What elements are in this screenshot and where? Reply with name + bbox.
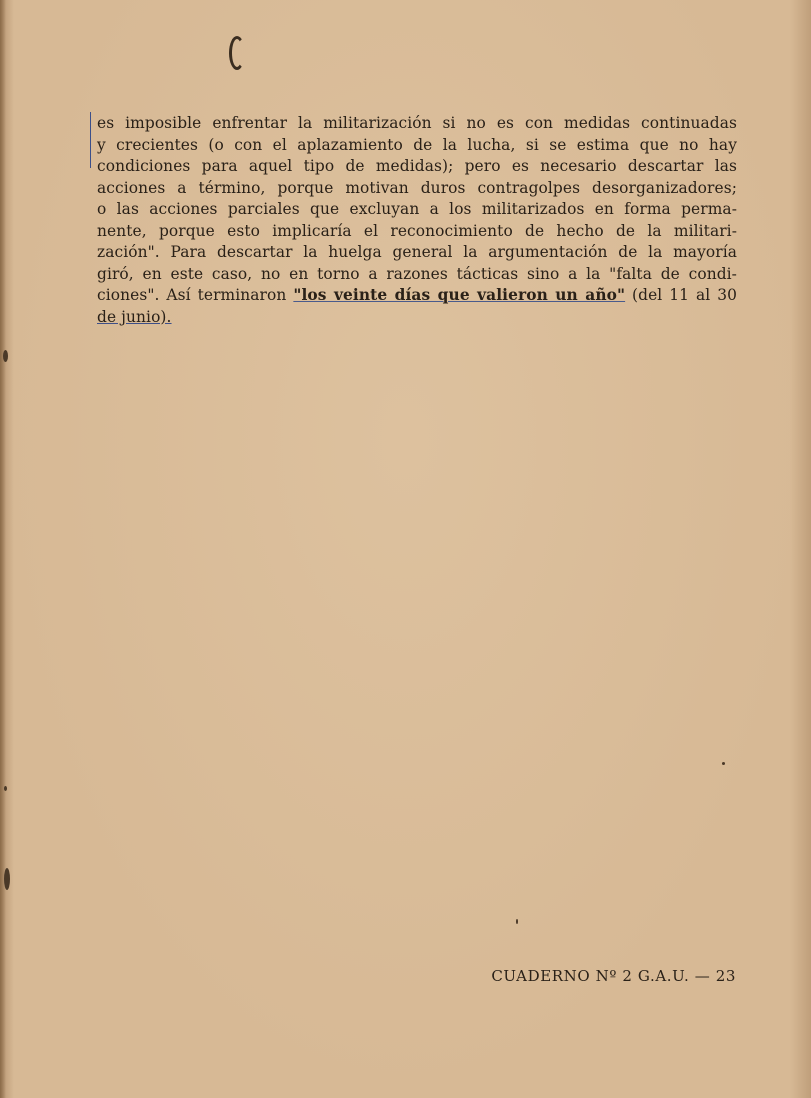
paragraph-line: es imposible enfrentar la militarización si no es con medidas continuadas — [97, 114, 737, 132]
line-text: ciones". Así terminaron — [97, 286, 294, 304]
quoted-phrase: "los veinte días que valieron un año" — [293, 286, 626, 304]
paragraph-line: condiciones para aquel tipo de medidas); pero es necesario descartar las — [97, 157, 737, 175]
paragraph-line: o las acciones parciales que excluyan a los militarizados en forma perma- — [97, 200, 737, 218]
line-text: (del 11 al 30 — [625, 286, 738, 304]
page-footer: CUADERNO Nº 2 G.A.U. — 23 — [491, 967, 736, 985]
paragraph-line: zación". Para descartar la huelga general la argumentación de la mayoría — [97, 243, 737, 261]
paragraph-line-last — [97, 307, 737, 329]
date-text: de junio). — [97, 307, 172, 326]
body-paragraph — [97, 113, 737, 328]
paper-speck — [516, 919, 518, 924]
paragraph-line: nente, porque esto implicaría el reconocimiento de hecho de la militari- — [97, 221, 737, 240]
punch-hole — [229, 36, 245, 70]
paper-speck — [3, 350, 8, 362]
paper-speck — [4, 868, 10, 890]
paragraph-line: giró, en este caso, no en torno a razones tácticas sino a la "falta de condi- — [97, 264, 737, 283]
page-edge — [0, 0, 6, 1098]
paragraph-line-with-quote — [97, 285, 737, 307]
paragraph-line: y crecientes (o con el aplazamiento de la lucha, si se estima que no hay — [97, 135, 737, 154]
margin-pen-mark — [90, 112, 91, 168]
paper-speck — [722, 762, 725, 765]
paper-speck — [4, 786, 7, 791]
paragraph-line: acciones a término, porque motivan duros contragolpes desorganizadores; — [97, 178, 737, 197]
